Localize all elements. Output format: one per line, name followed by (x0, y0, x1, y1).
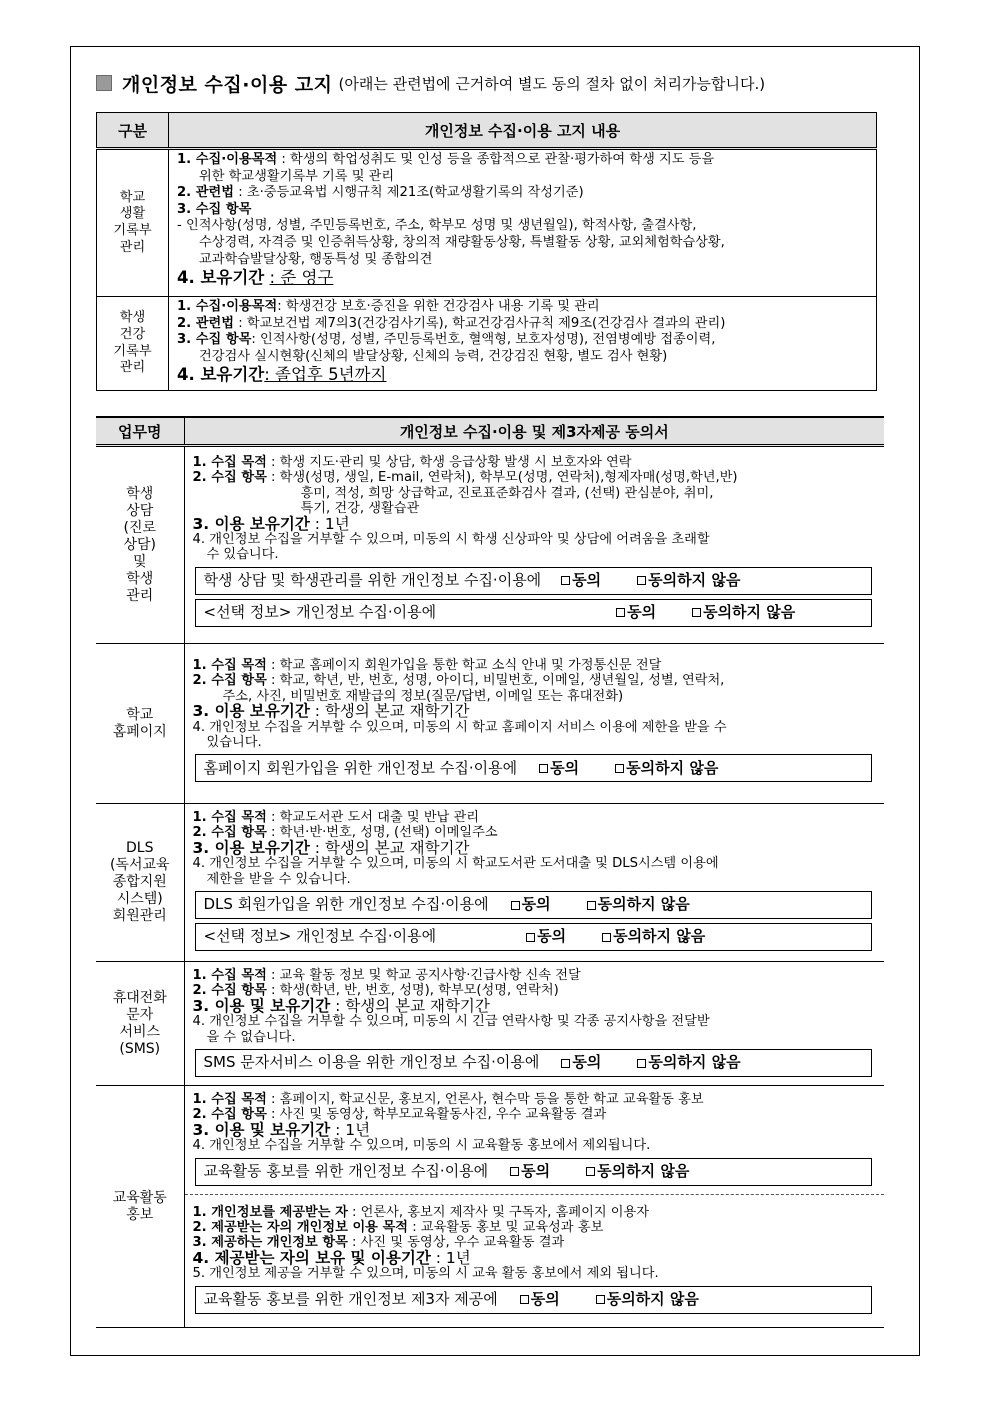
section-body: 1. 수집 목적 : 학교도서관 도서 대출 및 반납 관리 2. 수집 항목 : 학년·반·번호, 성명, (선택) 이메일주소 3. 이용 보유기간 : 학생의 본교 재학기간 4. 개인정보 수집을 거부할 수 있으며, 미동의 시 학교도서관 도서대출 및 DLS시스템 이용에 제한을 받을 수 있습니다. DLS 회원가입을 위한 개인정보 수집·이용에 동의 동의하지 않음 <선택 정보> 개인정보 수집·이용에 동의 동의하지 않음 (184, 804, 884, 962)
row-content: 1. 수집·이용목적: 학생건강 보호·증진을 위한 건강검사 내용 기록 및 관리 2. 관련법 : 학교보건법 제7의3(건강검사기록), 학교건강검사규칙 제9조(건강검사 결과의 관리) 3. 수집 항목: 인적사항(성명, 성별, 주민등록번호, 혈액형, 보호자성명), 전염병예방 접종이력, 건강검사 실시현황(신체의 발달상황, 신체의 능력, 건강검진 현황, 별도 검사 현황) 4. 보유기간: 졸업후 5년까지 (169, 297, 877, 391)
disagree-checkbox[interactable]: 동의하지 않음 (596, 1292, 699, 1307)
heading-note: (아래는 관련법에 근거하여 별도 동의 절차 없이 처리가능합니다.) (338, 74, 766, 93)
consent-box: <선택 정보> 개인정보 수집·이용에 동의 동의하지 않음 (195, 599, 873, 627)
consent-box: 홈페이지 회원가입을 위한 개인정보 수집·이용에 동의 동의하지 않음 (195, 754, 873, 782)
notice-row-health-record (97, 297, 877, 391)
disagree-checkbox[interactable]: 동의하지 않음 (692, 605, 795, 620)
col-task-header: 업무명 (96, 417, 184, 446)
consent-box: <선택 정보> 개인정보 수집·이용에 동의 동의하지 않음 (195, 923, 873, 951)
heading-title: 개인정보 수집·이용 고지 (122, 73, 333, 96)
col-category-header: 구분 (97, 113, 169, 149)
disagree-checkbox[interactable]: 동의하지 않음 (637, 573, 740, 588)
agree-checkbox[interactable]: 동의 (526, 929, 566, 944)
section-category: 학교 홈페이지 (96, 644, 184, 804)
section-body: 1. 수집 목적 : 학생 지도·관리 및 상담, 학생 응급상황 발생 시 보호자와 연락 2. 수집 항목 : 학생(성명, 생일, E-mail, 연락처), 학부모(성명, 연락처),형제자매(성명,학년,반) 흥미, 적성, 희망 상급학교, 진로표준화검사 결과, (선택) 관심분야, 취미, 특기, 건강, 생활습관 3. 이용 보유기간 : 1년 4. 개인정보 수집을 거부할 수 있으며, 미동의 시 학생 신상파악 및 상담에 어려움을 초래할 수 있습니다. 학생 상담 및 학생관리를 위한 개인정보 수집·이용에 동의 동의하지 않음 <선택 정보> 개인정보 수집·이용에 동의 동의하지 않음 (184, 446, 884, 644)
section-body: 1. 수집 목적 : 학교 홈페이지 회원가입을 통한 학교 소식 안내 및 가정통신문 전달 2. 수집 항목 : 학교, 학년, 반, 번호, 성명, 아이디, 비밀번호, 이메일, 생년월일, 성별, 연락처, 주소, 사진, 비밀번호 재발급의 정보(질문/답변, 이메일 또는 휴대전화) 3. 이용 보유기간 : 학생의 본교 재학기간 4. 개인정보 수집을 거부할 수 있으며, 미동의 시 학교 홈페이지 서비스 이용에 제한을 받을 수 있습니다. 홈페이지 회원가입을 위한 개인정보 수집·이용에 동의 동의하지 않음 (184, 644, 884, 804)
consent-section-sms (96, 962, 884, 1086)
agree-checkbox[interactable]: 동의 (539, 761, 579, 776)
disagree-checkbox[interactable]: 동의하지 않음 (587, 897, 690, 912)
consent-box: DLS 회원가입을 위한 개인정보 수집·이용에 동의 동의하지 않음 (195, 891, 873, 919)
agree-checkbox[interactable]: 동의 (561, 573, 601, 588)
col-content-header: 개인정보 수집·이용 고지 내용 (169, 113, 877, 149)
agree-checkbox[interactable]: 동의 (561, 1055, 601, 1070)
consent-section-dls (96, 804, 884, 962)
disagree-checkbox[interactable]: 동의하지 않음 (586, 1164, 689, 1179)
notice-row-school-record (97, 149, 877, 297)
consent-box: SMS 문자서비스 이용을 위한 개인정보 수집·이용에 동의 동의하지 않음 (195, 1049, 873, 1077)
consent-section-promotion (96, 1086, 884, 1328)
square-bullet-icon (96, 75, 112, 91)
row-content: 1. 수집·이용목적 : 학생의 학업성취도 및 인성 등을 종합적으로 관찰·평가하여 학생 지도 등을 위한 학교생활기록부 기록 및 관리 2. 관련법 : 초·중등교육법 시행규칙 제21조(학교생활기록의 작성기준) 3. 수집 항목 - 인적사항(성명, 성별, 주민등록번호, 주소, 학부모 성명 및 생년월일), 학적사항, 출결사항, 수상경력, 자격증 및 인증취득상황, 창의적 재량활동상황, 특별활동 상황, 교외체험학습상황, 교과학습발달상황, 행동특성 및 종합의견 4. 보유기간 : 준 영구 (169, 149, 877, 297)
row-category: 학생 건강 기록부 관리 (97, 297, 169, 391)
disagree-checkbox[interactable]: 동의하지 않음 (637, 1055, 740, 1070)
agree-checkbox[interactable]: 동의 (511, 897, 551, 912)
disagree-checkbox[interactable]: 동의하지 않음 (602, 929, 705, 944)
section-category: 교육활동 홍보 (96, 1086, 184, 1328)
consent-section-counseling (96, 446, 884, 644)
section-body: 1. 수집 목적 : 홈페이지, 학교신문, 홍보지, 언론사, 현수막 등을 통한 학교 교육활동 홍보 2. 수집 항목 : 사진 및 동영상, 학부모교육활동사진, 우수 교육활동 결과 3. 이용 및 보유기간 : 1년 4. 개인정보 수집을 거부할 수 있으며, 미동의 시 교육활동 홍보에서 제외됩니다. 교육활동 홍보를 위한 개인정보 수집·이용에 동의 동의하지 않음 1. 개인정보를 제공받는 자 : 언론사, 홍보지 제작사 및 구독자, 홈페이지 이용자 2. 제공받는 자의 개인정보 이용 목적 : 교육활동 홍보 및 교육성과 홍보 3. 제공하는 개인정보 항목 : 사진 및 동영상, 우수 교육활동 결과 4. 제공받는 자의 보유 및 이용기간 : 1년 5. 개인정보 제공을 거부할 수 있으며, 미동의 시 교육 활동 홍보에서 제외 됩니다. 교육활동 홍보를 위한 개인정보 제3자 제공에 동의 동의하지 않음 (184, 1086, 884, 1328)
section-body: 1. 수집 목적 : 교육 활동 정보 및 학교 공지사항·긴급사항 신속 전달 2. 수집 항목 : 학생(학년, 반, 번호, 성명), 학부모(성명, 연락처) 3. 이용 및 보유기간 : 학생의 본교 재학기간 4. 개인정보 수집을 거부할 수 있으며, 미동의 시 긴급 연락사항 및 각종 공지사항을 전달받 을 수 없습니다. SMS 문자서비스 이용을 위한 개인정보 수집·이용에 동의 동의하지 않음 (184, 962, 884, 1086)
section-category: 휴대전화 문자 서비스 (SMS) (96, 962, 184, 1086)
consent-section-homepage (96, 644, 884, 804)
agree-checkbox[interactable]: 동의 (616, 605, 656, 620)
notice-table (96, 112, 877, 391)
consent-table (96, 416, 884, 1328)
consent-box: 교육활동 홍보를 위한 개인정보 제3자 제공에 동의 동의하지 않음 (195, 1286, 873, 1314)
section-category: 학생 상담 (진로 상담) 및 학생 관리 (96, 446, 184, 644)
consent-box: 학생 상담 및 학생관리를 위한 개인정보 수집·이용에 동의 동의하지 않음 (195, 567, 873, 595)
row-category: 학교 생활 기록부 관리 (97, 149, 169, 297)
agree-checkbox[interactable]: 동의 (520, 1292, 560, 1307)
section-heading (96, 68, 896, 98)
disagree-checkbox[interactable]: 동의하지 않음 (615, 761, 718, 776)
col-form-header: 개인정보 수집·이용 및 제3자제공 동의서 (184, 417, 884, 446)
third-party-subsection: 1. 개인정보를 제공받는 자 : 언론사, 홍보지 제작사 및 구독자, 홈페이지 이용자 2. 제공받는 자의 개인정보 이용 목적 : 교육활동 홍보 및 교육성과 홍보 3. 제공하는 개인정보 항목 : 사진 및 동영상, 우수 교육활동 결과 4. 제공받는 자의 보유 및 이용기간 : 1년 5. 개인정보 제공을 거부할 수 있으며, 미동의 시 교육 활동 홍보에서 제외 됩니다. 교육활동 홍보를 위한 개인정보 제3자 제공에 동의 동의하지 않음 (185, 1194, 885, 1314)
section-category: DLS (독서교육 종합지원 시스템) 회원관리 (96, 804, 184, 962)
consent-box: 교육활동 홍보를 위한 개인정보 수집·이용에 동의 동의하지 않음 (195, 1158, 873, 1186)
agree-checkbox[interactable]: 동의 (510, 1164, 550, 1179)
